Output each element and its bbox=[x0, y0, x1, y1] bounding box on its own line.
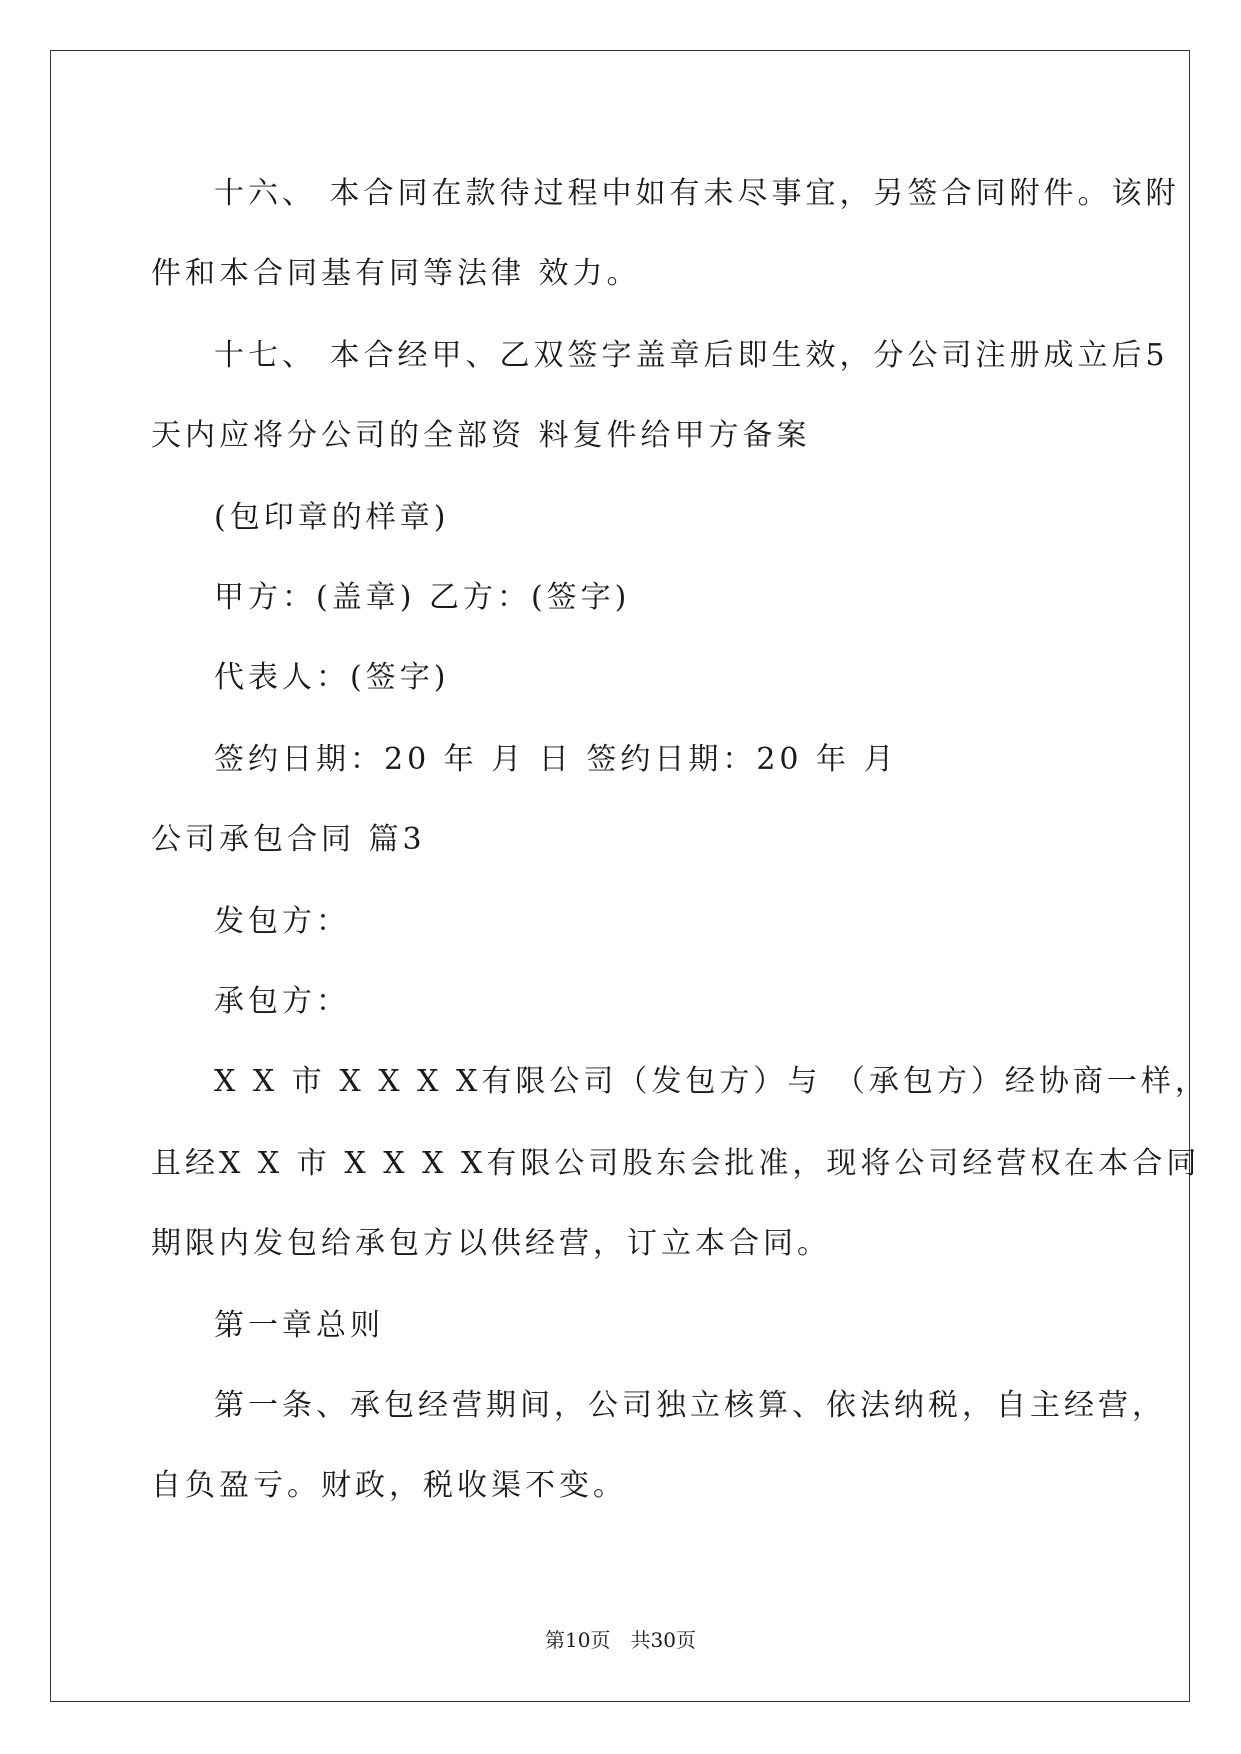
preamble-line-2: 且经X X 市 X X X X有限公司股东会批准，现将公司经营权在本合同 bbox=[151, 1146, 1201, 1181]
signature-parties: 甲方：(盖章) 乙方：(签字) bbox=[214, 580, 631, 615]
article-1-line-2: 自负盈亏。财政，税收渠不变。 bbox=[151, 1468, 627, 1503]
section-heading-3: 公司承包合同 篇3 bbox=[151, 822, 426, 857]
clause-17-line-1: 十七、 本合经甲、乙双签字盖章后即生效，分公司注册成立后5 bbox=[214, 338, 1169, 373]
clause-17-line-2: 天内应将分公司的全部资 料复件给甲方备案 bbox=[151, 418, 811, 453]
preamble-line-1: X X 市 X X X X有限公司（发包方）与 （承包方）经协商一样， bbox=[214, 1064, 1209, 1099]
article-1-line-1: 第一条、承包经营期间，公司独立核算、依法纳税，自主经营， bbox=[214, 1388, 1166, 1423]
clause-16-line-1: 十六、 本合同在款待过程中如有未尽事宜，另签合同附件。该附 bbox=[214, 176, 1180, 211]
representative-signature: 代表人：(签字) bbox=[214, 660, 450, 695]
preamble-line-3: 期限内发包给承包方以供经营，订立本合同。 bbox=[151, 1226, 831, 1261]
clause-16-line-2: 件和本合同基有同等法律 效力。 bbox=[151, 256, 641, 291]
seal-sample-note: (包印章的样章) bbox=[214, 500, 450, 535]
contractor-party: 发包方： bbox=[214, 904, 350, 939]
signing-dates: 签约日期：20 年 月 日 签约日期：20 年 月 bbox=[214, 742, 898, 777]
contractee-party: 承包方： bbox=[214, 984, 350, 1019]
page-border bbox=[50, 50, 1190, 1702]
page-number-footer: 第10页 共30页 bbox=[545, 1628, 696, 1652]
chapter-1-heading: 第一章总则 bbox=[214, 1308, 384, 1343]
